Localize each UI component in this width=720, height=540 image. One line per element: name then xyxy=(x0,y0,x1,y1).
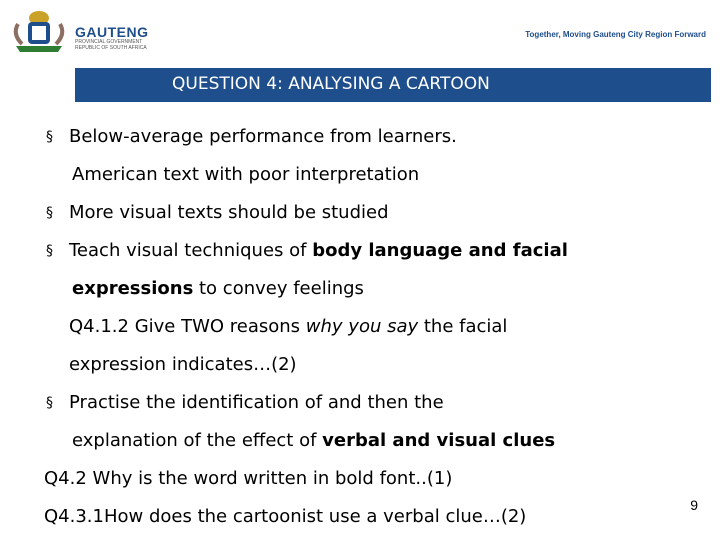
line-text: American text with poor interpretation xyxy=(72,164,420,185)
bullet-icon: § xyxy=(46,205,53,221)
line-text: Practise the identification of and then the xyxy=(69,392,444,413)
line-text-italic: why you say xyxy=(305,316,419,337)
line-text: Q4.3.1How does the cartoonist use a verbal clue…(2) xyxy=(44,506,527,527)
body-line xyxy=(44,460,678,498)
line-text-bold: expressions xyxy=(72,278,194,299)
page-number: 9 xyxy=(690,497,698,513)
logo-wordmark: GAUTENG xyxy=(75,24,149,40)
line-text: Below-average performance from learners. xyxy=(69,126,457,147)
line-text-bold: verbal and visual clues xyxy=(322,430,556,451)
coat-of-arms-icon xyxy=(8,8,70,56)
line-text: Q4.1.2 Give TWO reasons xyxy=(69,316,306,337)
logo-subtitle xyxy=(75,39,147,51)
tagline: Together, Moving Gauteng City Region Forward xyxy=(525,30,706,39)
body-line xyxy=(48,232,678,270)
body-line xyxy=(48,270,678,308)
slide-body xyxy=(44,118,678,536)
line-text: Teach visual techniques of xyxy=(69,240,313,261)
body-line xyxy=(48,422,678,460)
body-line xyxy=(48,308,678,346)
body-line xyxy=(48,118,678,156)
bullet-icon: § xyxy=(46,129,53,145)
line-text: explanation of the effect of xyxy=(72,430,323,451)
line-text: More visual texts should be studied xyxy=(69,202,389,223)
line-text: expression indicates…(2) xyxy=(69,354,297,375)
body-line xyxy=(48,384,678,422)
logo-sub-line-2: REPUBLIC OF SOUTH AFRICA xyxy=(75,45,147,51)
line-text: the facial xyxy=(418,316,508,337)
bullet-icon: § xyxy=(46,243,53,259)
body-line xyxy=(48,346,678,384)
body-line xyxy=(48,194,678,232)
line-text: Q4.2 Why is the word written in bold font..(1) xyxy=(44,468,453,489)
bullet-icon: § xyxy=(46,395,53,411)
logo-sub-line-1: PROVINCIAL GOVERNMENT xyxy=(75,39,143,45)
line-text-bold: body language and facial xyxy=(312,240,568,261)
body-line xyxy=(48,156,678,194)
line-text: to convey feelings xyxy=(193,278,364,299)
body-line xyxy=(44,498,678,536)
slide-title: QUESTION 4: ANALYSING A CARTOON xyxy=(172,74,490,94)
